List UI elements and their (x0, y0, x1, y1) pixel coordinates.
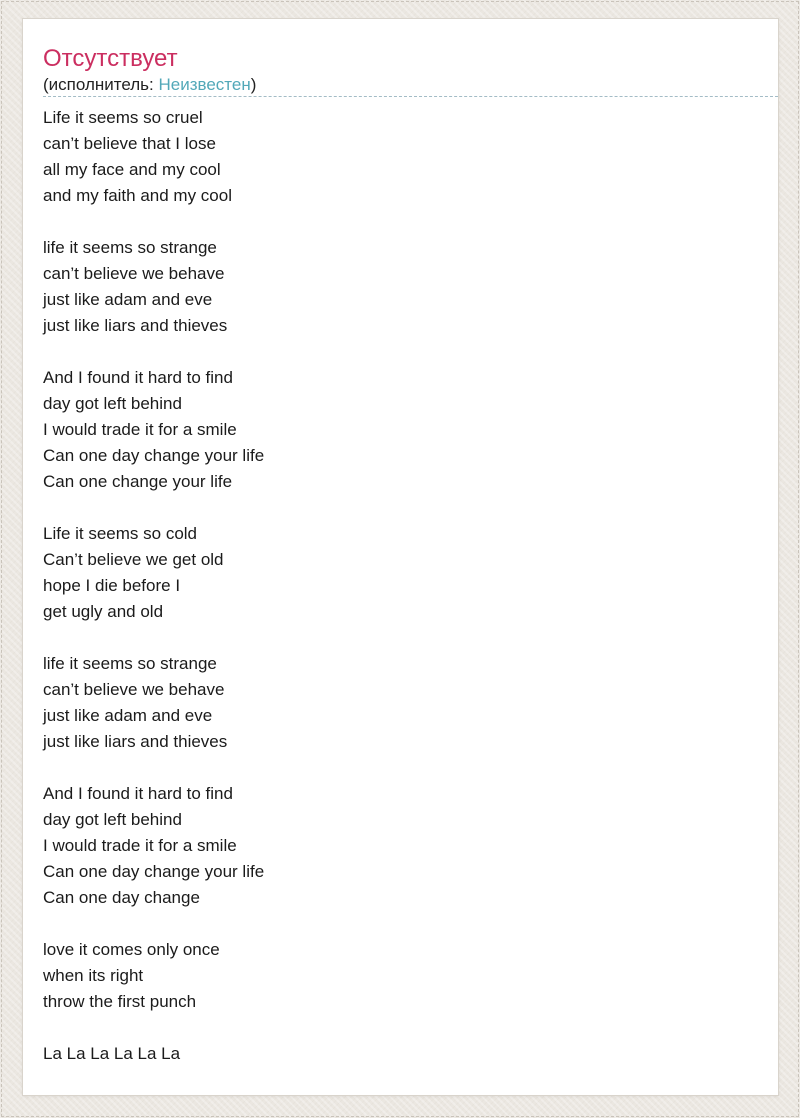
song-header (43, 47, 778, 97)
artist-prefix: (исполнитель: (43, 75, 159, 94)
stanza: Life it seems so cold Can’t believe we get old hope I die before I get ugly and old (43, 524, 224, 621)
stanza: Life it seems so cruel can’t believe that I lose all my face and my cool and my faith and my cool (43, 108, 232, 205)
stanza: life it seems so strange can’t believe we behave just like adam and eve just like liars and thieves (43, 654, 228, 751)
page-title: Отсутствует (43, 45, 178, 72)
stanza: La La La La La La (43, 1044, 181, 1063)
stanza: And I found it hard to find day got left behind I would trade it for a smile Can one day change your life Can one change your life (43, 368, 265, 491)
artist-line (43, 76, 778, 94)
artist-link[interactable]: Неизвестен (158, 75, 251, 94)
lyrics-card (22, 18, 779, 1096)
stanza: And I found it hard to find day got left behind I would trade it for a smile Can one day change your life Can one day change (43, 784, 265, 907)
lyrics-text (43, 105, 778, 1067)
artist-suffix: ) (250, 75, 257, 94)
stanza: love it comes only once when its right throw the first punch (43, 940, 220, 1011)
stanza: life it seems so strange can’t believe we behave just like adam and eve just like liars and thieves (43, 238, 228, 335)
